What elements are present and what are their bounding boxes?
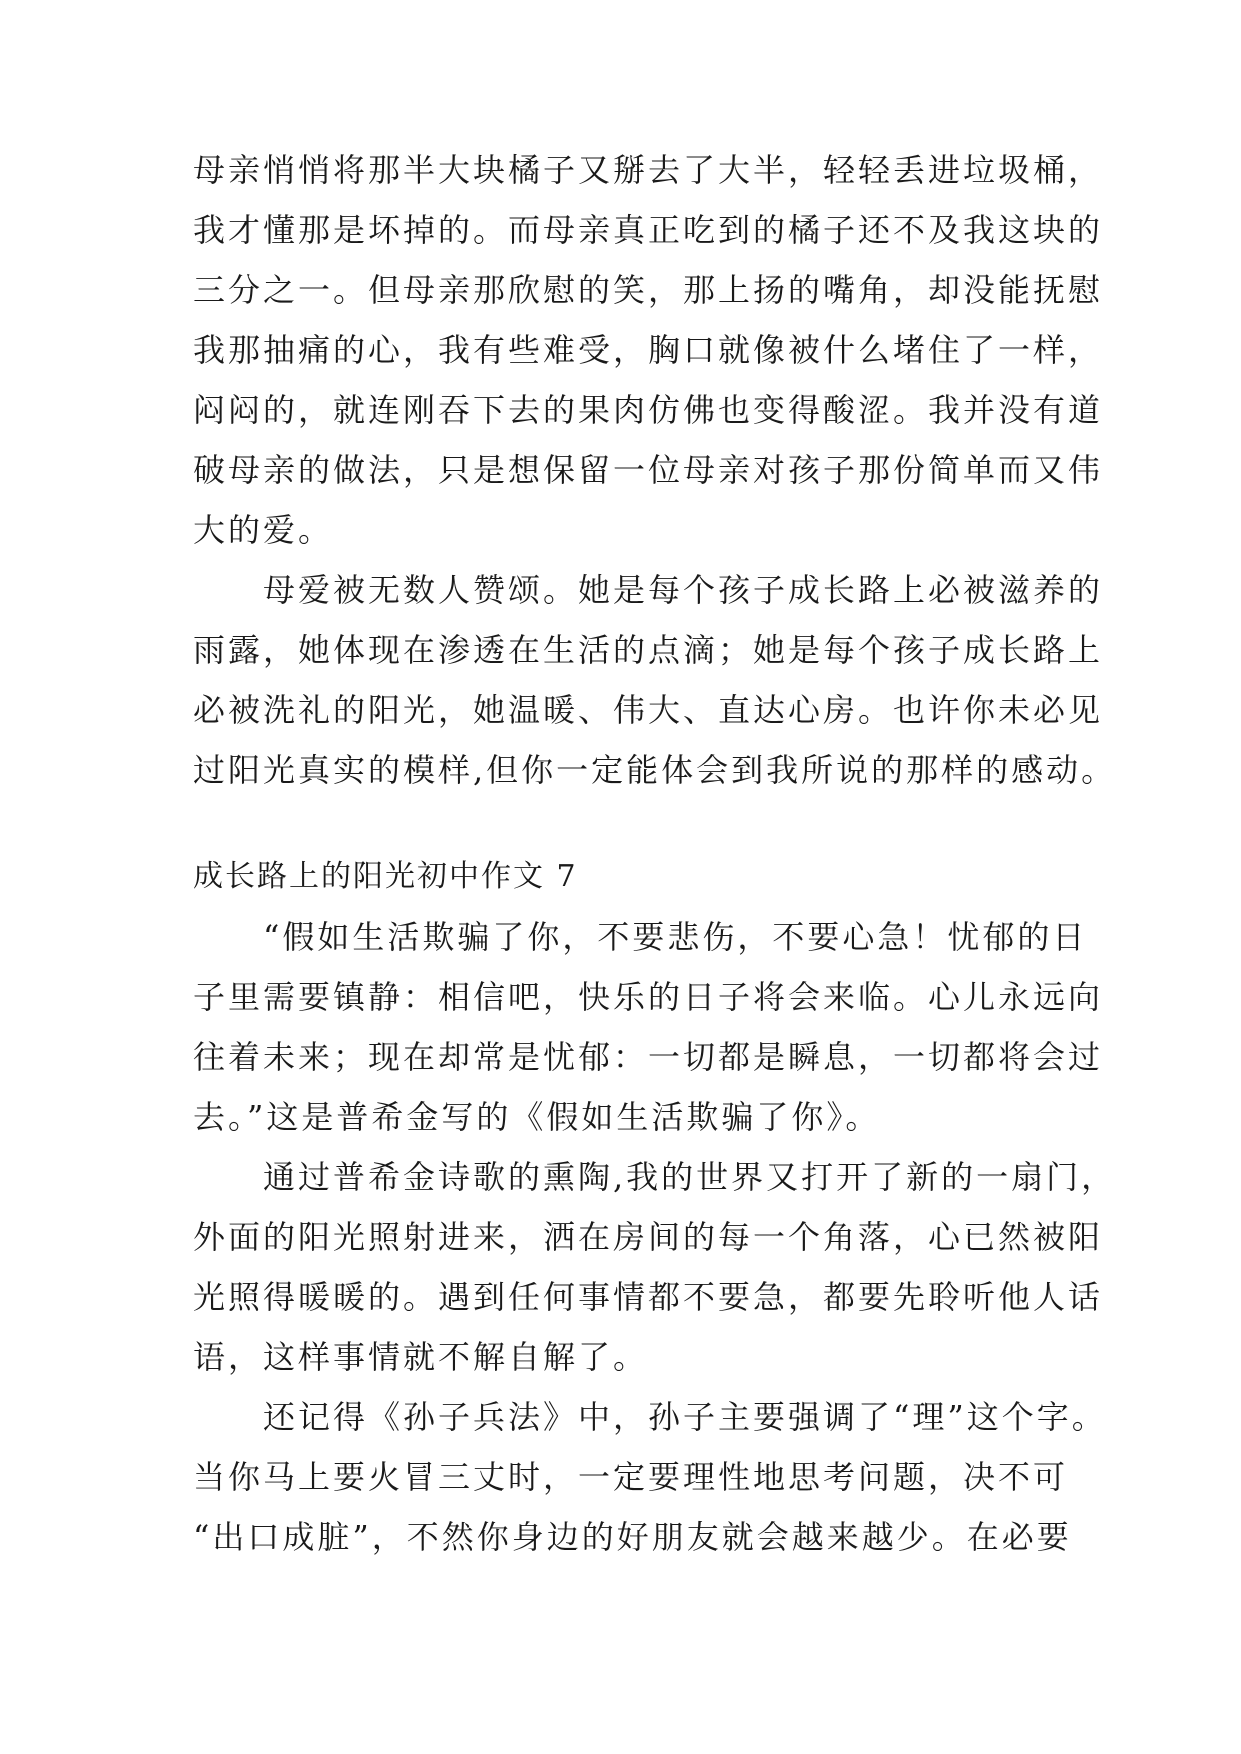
text-line: 通过普希金诗歌的熏陶,我的世界又打开了新的一扇门， xyxy=(193,1158,1117,1196)
text-line: 光照得暖暖的。遇到任何事情都不要急，都要先聆听他人话 xyxy=(193,1278,1104,1316)
text-line: 雨露，她体现在渗透在生活的点滴；她是每个孩子成长路上 xyxy=(193,631,1104,669)
text-line: 我那抽痛的心，我有些难受，胸口就像被什么堵住了一样， xyxy=(193,331,1104,369)
text-line: 当你马上要火冒三丈时，一定要理性地思考问题，决不可 xyxy=(193,1458,1069,1496)
text-line: 破母亲的做法，只是想保留一位母亲对孩子那份简单而又伟 xyxy=(193,451,1104,489)
text-line: 闷闷的，就连刚吞下去的果肉仿佛也变得酸涩。我并没有道 xyxy=(193,391,1104,429)
text-line: 母亲悄悄将那半大块橘子又掰去了大半，轻轻丢进垃圾桶， xyxy=(193,151,1104,189)
text-line: 外面的阳光照射进来，洒在房间的每一个角落，心已然被阳 xyxy=(193,1218,1104,1256)
text-line: 大的爱。 xyxy=(193,511,334,549)
text-line: 还记得《孙子兵法》中，孙子主要强调了“理”这个字。 xyxy=(193,1398,1107,1436)
text-line: “假如生活欺骗了你，不要悲伤，不要心急！忧郁的日 xyxy=(193,918,1088,956)
text-line: “出口成脏”，不然你身边的好朋友就会越来越少。在必要 xyxy=(193,1518,1072,1556)
section-title: 成长路上的阳光初中作文 7 xyxy=(193,859,578,894)
text-line: 三分之一。但母亲那欣慰的笑，那上扬的嘴角，却没能抚慰 xyxy=(193,271,1104,309)
text-line: 过阳光真实的模样,但你一定能体会到我所说的那样的感动。 xyxy=(193,751,1117,789)
text-line: 必被洗礼的阳光，她温暖、伟大、直达心房。也许你未必见 xyxy=(193,691,1104,729)
text-line: 子里需要镇静：相信吧，快乐的日子将会来临。心儿永远向 xyxy=(193,978,1104,1016)
text-line: 往着未来；现在却常是忧郁：一切都是瞬息，一切都将会过 xyxy=(193,1038,1104,1076)
text-line: 语，这样事情就不解自解了。 xyxy=(193,1338,649,1376)
text-line: 我才懂那是坏掉的。而母亲真正吃到的橘子还不及我这块的 xyxy=(193,211,1104,249)
text-line: 去。”这是普希金写的《假如生活欺骗了你》。 xyxy=(193,1098,881,1136)
text-line: 母爱被无数人赞颂。她是每个孩子成长路上必被滋养的 xyxy=(193,571,1104,609)
